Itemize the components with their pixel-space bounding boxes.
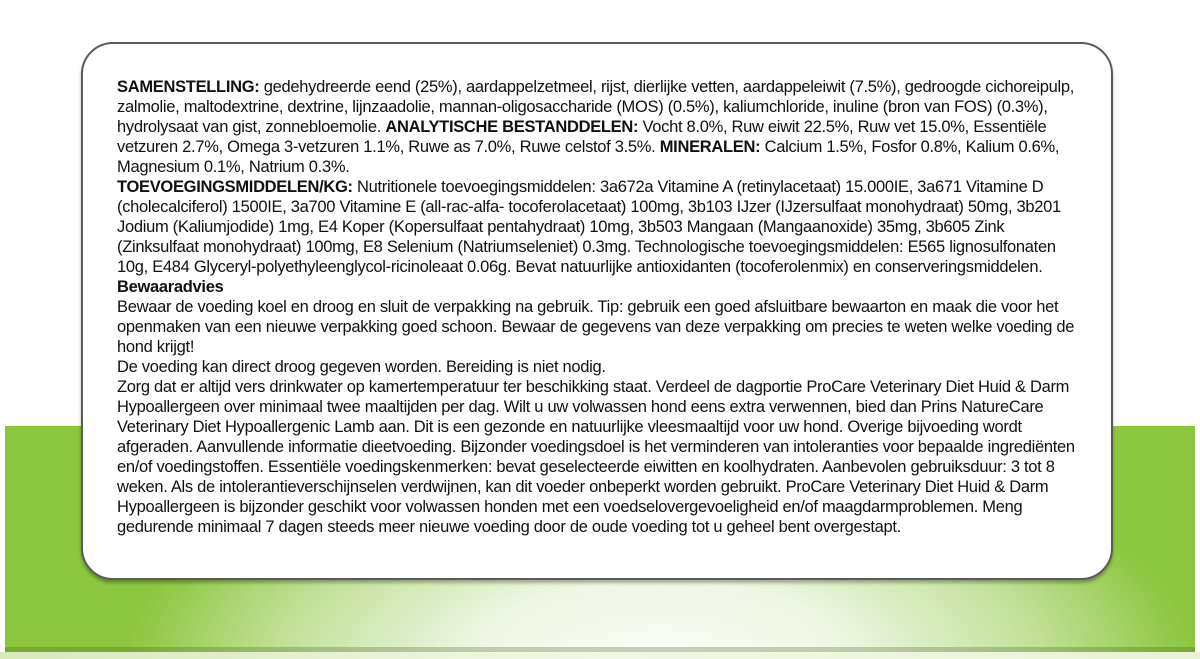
- composition-text: gedehydreerde eend (25%), aardappelzetmeel, rijst, dierlijke vetten, aardappeleiwit (7.5%), gedroogde cichoreipulp, zalmolie, maltodextrine, dextrine, lijnzaadolie, mannan-oligosaccharide (MOS) (0.5%), kaliumchloride, inuline (bron van FOS) (0.3%), hydrolysaat van gist, zonnebloemolie.: [117, 78, 1075, 136]
- minerals-heading: MINERALEN:: [659, 138, 761, 156]
- additives-text: Nutritionele toevoegingsmiddelen: 3a672a Vitamine A (retinylacetaat) 15.000IE, 3a671 Vitamine D (cholecalciferol) 1500IE, 3a700 Vitamine E (all-rac-alfa- tocoferolacetaat) 100mg, 3b103 IJzer (IJzersulfaat monohydraat) 50mg, 3b201 Jodium (Kaliumjodide) 1mg, E4 Koper (Kopersulfaat pentahydraat) 10mg, 3b503 Mangaan (Mangaanoxide) 35mg, 3b605 Zink (Zinksulfaat monohydraat) 100mg, E8 Selenium (Natriumseleniet) 0.3mg. Technologische toevoegingsmiddelen: E565 lignosulfonaten 10g, E484 Glyceryl-polyethyleenglycol-ricinoleaat 0.06g. Bevat natuurlijke antioxidanten (tocoferolenmix) en conserveringsmiddelen.: [117, 178, 1061, 276]
- additives-paragraph: [117, 177, 1077, 277]
- additives-heading: TOEVOEGINGSMIDDELEN/KG:: [117, 178, 353, 196]
- composition-paragraph: [117, 77, 1077, 177]
- analytical-text: Vocht 8.0%, Ruw eiwit 22.5%, Ruw vet 15.0%, Essentiële vetzuren 2.7%, Omega 3-vetzuren 1.1%, Ruwe as 7.0%, Ruwe celstof 3.5%.: [117, 118, 1047, 156]
- storage-advice-text: Bewaar de voeding koel en droog en sluit de verpakking na gebruik. Tip: gebruik een goed afsluitbare bewaarton en maak die voor het openmaken van een nieuwe verpakking goed schoon. Bewaar de gegevens van deze verpakking om precies te weten welke voeding de hond krijgt!: [117, 298, 1075, 356]
- product-label-card: [81, 42, 1113, 580]
- banner-light-stripe: [0, 652, 1200, 659]
- feeding-preparation-line: De voeding kan direct droog gegeven worden. Bereiding is niet nodig.: [117, 358, 606, 376]
- composition-heading: SAMENSTELLING:: [117, 78, 260, 96]
- storage-advice-heading: Bewaaradvies: [117, 278, 224, 296]
- minerals-text: Calcium 1.5%, Fosfor 0.8%, Kalium 0.6%, Magnesium 0.1%, Natrium 0.3%.: [117, 138, 1060, 176]
- feeding-instructions-text: Zorg dat er altijd vers drinkwater op kamertemperatuur ter beschikking staat. Verdeel de dagportie ProCare Veterinary Diet Huid & Darm Hypoallergeen over minimaal twee maaltijden per dag. Wilt u uw volwassen hond eens extra verwennen, bied dan Prins NatureCare Veterinary Diet Hypoallergenic Lamb aan. Dit is een gezonde en natuurlijke vleesmaaltijd voor uw hond. Overige bijvoeding wordt afgeraden. Aanvullende informatie dieetvoeding. Bijzonder voedingsdoel is het verminderen van intoleranties voor bepaalde ingrediënten en/of voedingstoffen. Essentiële voedingskenmerken: bevat geselecteerde eiwitten en koolhydraten. Aanbevolen gebruiksduur: 3 tot 8 weken. Als de intolerantieverschijnselen verdwijnen, kan dit voeder onbeperkt worden gebruikt. ProCare Veterinary Diet Huid & Darm Hypoallergeen is bijzonder geschikt voor volwassen honden met een voedselovergevoeligheid en/of maagdarmproblemen. Meng gedurende minimaal 7 dagen steeds meer nieuwe voeding door de oude voeding tot u geheel bent overgestapt.: [117, 378, 1075, 536]
- analytical-heading: ANALYTISCHE BESTANDDELEN:: [385, 118, 639, 136]
